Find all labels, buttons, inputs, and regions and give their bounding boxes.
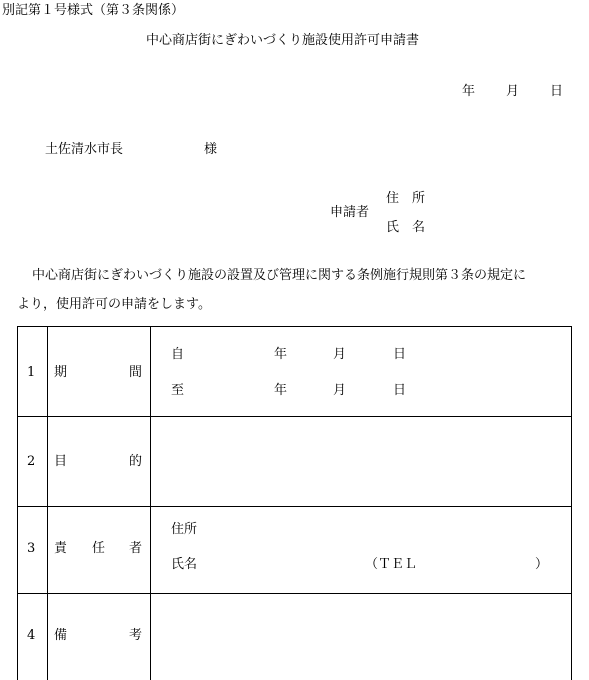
period-to-month[interactable]: 月 (333, 383, 347, 398)
row-label-left: 責 (54, 541, 68, 556)
date-month: 月 (506, 84, 520, 99)
body-text-line-1: 中心商店街にぎわいづくり施設の設置及び管理に関する条例施行規則第３条の規定に (32, 268, 527, 283)
row-label-left: 備 (54, 628, 68, 643)
row-number: 4 (27, 628, 36, 643)
responsible-tel-close: ） (535, 557, 549, 572)
addressee-honorific: 様 (204, 142, 218, 157)
date-day: 日 (550, 84, 564, 99)
row-label-left: 目 (54, 454, 68, 469)
page-title: 中心商店街にぎわいづくり施設使用許可申請書 (146, 33, 420, 48)
responsible-name-label: 氏名 (171, 557, 198, 572)
applicant-label: 申請者 (330, 205, 370, 220)
responsible-address-label: 住所 (171, 522, 198, 537)
row-number: 2 (27, 454, 36, 469)
row-label-left: 期 (54, 365, 68, 380)
row-label-right: 者 (129, 541, 143, 556)
addressee-name: 土佐清水市長 (45, 142, 124, 157)
column-divider-1 (47, 326, 48, 680)
row-number: 1 (27, 365, 36, 380)
period-from-day[interactable]: 日 (393, 347, 407, 362)
period-from-year[interactable]: 年 (274, 347, 288, 362)
remarks-field[interactable] (151, 594, 571, 680)
period-to-year[interactable]: 年 (274, 383, 288, 398)
period-from-month[interactable]: 月 (333, 347, 347, 362)
row-label-right: 考 (129, 628, 143, 643)
row-number: 3 (27, 541, 36, 556)
date-year: 年 (462, 84, 476, 99)
purpose-field[interactable] (151, 417, 571, 506)
body-text-line-2: より，使用許可の申請をします。 (17, 297, 211, 312)
form-number: 別記第１号様式（第３条関係） (2, 3, 185, 18)
row-label-right: 間 (129, 365, 143, 380)
period-from-label: 自 (171, 347, 185, 362)
applicant-name-label: 氏 名 (386, 220, 426, 235)
period-to-day[interactable]: 日 (393, 383, 407, 398)
responsible-tel-label: （ＴＥＬ (365, 557, 418, 572)
applicant-address-label: 住 所 (386, 191, 426, 206)
row-divider-2 (17, 506, 572, 507)
row-label-middle: 任 (92, 541, 106, 556)
period-to-label: 至 (171, 383, 185, 398)
row-label-right: 的 (129, 454, 143, 469)
